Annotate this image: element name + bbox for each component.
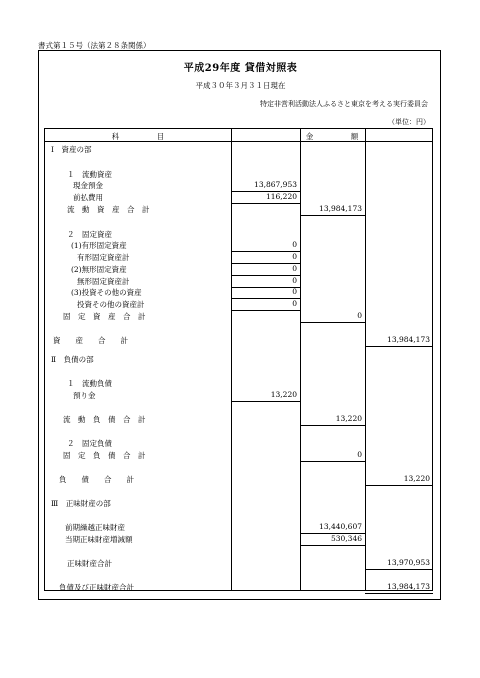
total-net-assets-label: 正味財産合計 (67, 559, 112, 568)
total-current-liabilities-label: 流 動 負 債 合 計 (63, 415, 146, 424)
group-current-liabilities-label: １ 流動負債 (67, 379, 112, 388)
total-fixed-assets-amount: 0 (357, 311, 362, 320)
total-assets-label: 資 産 合 計 (53, 336, 128, 345)
header-subject: 科 目 (111, 132, 165, 141)
total-liabilities-amount: 13,220 (403, 474, 430, 483)
balance-sheet-table (44, 128, 433, 591)
underline (300, 425, 365, 426)
subtotal-intangible-amount: 0 (292, 276, 297, 285)
unit-label: （単位：円） (388, 118, 430, 126)
underline (365, 485, 433, 486)
total-current-assets-amount: 13,984,173 (319, 204, 362, 213)
subtotal-intangible-label: 無形固定資産計 (77, 277, 130, 286)
row-prepaid-amount: 116,220 (265, 192, 297, 201)
header-amount: 金 額 (305, 132, 359, 141)
row-cash-amount: 13,867,953 (254, 180, 297, 189)
total-fixed-liabilities-label: 固 定 負 債 合 計 (63, 451, 146, 460)
underline (231, 310, 300, 311)
group-fixed-liabilities-label: ２ 固定負債 (67, 439, 112, 448)
total-fixed-liabilities-amount: 0 (357, 450, 362, 459)
column-divider (300, 129, 301, 590)
subtotal-tangible-label: 有形固定資産計 (77, 253, 130, 262)
row-net-assets-change-label: 当期正味財産増減額 (65, 535, 133, 544)
underline (365, 346, 433, 347)
row-investments-label: (3)投資その他の資産 (71, 288, 142, 297)
row-investments-amount: 0 (292, 287, 297, 296)
row-prior-net-assets-label: 前期繰越正味財産 (65, 523, 125, 532)
document-date: 平成３０年３月３１日現在 (195, 81, 286, 90)
total-liabilities-label: 負 債 合 計 (59, 475, 134, 484)
form-label: 書式第１５号（法第２８条関係） (38, 41, 151, 50)
section-net-assets-label: Ⅲ 正味財産の部 (51, 499, 111, 508)
row-tangible-amount: 0 (292, 240, 297, 249)
document-title: 平成29年度 貸借対照表 (183, 63, 298, 74)
underline (300, 215, 365, 216)
group-current-assets-label: １ 流動資産 (67, 170, 112, 179)
section-liabilities-label: Ⅱ 負債の部 (51, 355, 94, 364)
organization-name: 特定非営利活動法人ふるさと東京を考える実行委員会 (260, 100, 428, 108)
row-prior-net-assets-amount: 13,440,607 (319, 522, 362, 531)
underline (231, 203, 300, 204)
underline (300, 461, 365, 462)
row-tangible-label: (1)有形固定資産 (71, 241, 127, 250)
column-divider (365, 129, 366, 590)
row-intangible-amount: 0 (292, 264, 297, 273)
total-fixed-assets-label: 固 定 資 産 合 計 (63, 312, 146, 321)
subtotal-investments-label: 投資その他の資産計 (77, 300, 145, 309)
section-assets-label: Ⅰ 資産の部 (51, 145, 92, 154)
balance-sheet-frame (38, 50, 441, 600)
row-deposits-label: 預り金 (73, 391, 96, 400)
total-liabilities-and-net-assets-label: 負債及び正味財産合計 (59, 583, 134, 592)
underline (365, 569, 433, 570)
total-net-assets-amount: 13,970,953 (387, 558, 430, 567)
row-net-assets-change-amount: 530,346 (330, 534, 362, 543)
total-assets-amount: 13,984,173 (387, 335, 430, 344)
total-current-assets-label: 流 動 資 産 合 計 (67, 205, 150, 214)
row-prepaid-label: 前払費用 (73, 193, 103, 202)
row-deposits-amount: 13,220 (270, 390, 297, 399)
underline (300, 545, 365, 546)
row-intangible-label: (2)無形固定資産 (71, 265, 127, 274)
subtotal-investments-amount: 0 (292, 299, 297, 308)
row-cash-label: 現金預金 (73, 181, 103, 190)
group-fixed-assets-label: ２ 固定資産 (67, 230, 112, 239)
underline (365, 593, 433, 594)
subtotal-tangible-amount: 0 (292, 252, 297, 261)
total-liabilities-and-net-assets-amount: 13,984,173 (387, 582, 430, 591)
total-current-liabilities-amount: 13,220 (335, 414, 362, 423)
underline (300, 322, 365, 323)
underline (231, 401, 300, 402)
